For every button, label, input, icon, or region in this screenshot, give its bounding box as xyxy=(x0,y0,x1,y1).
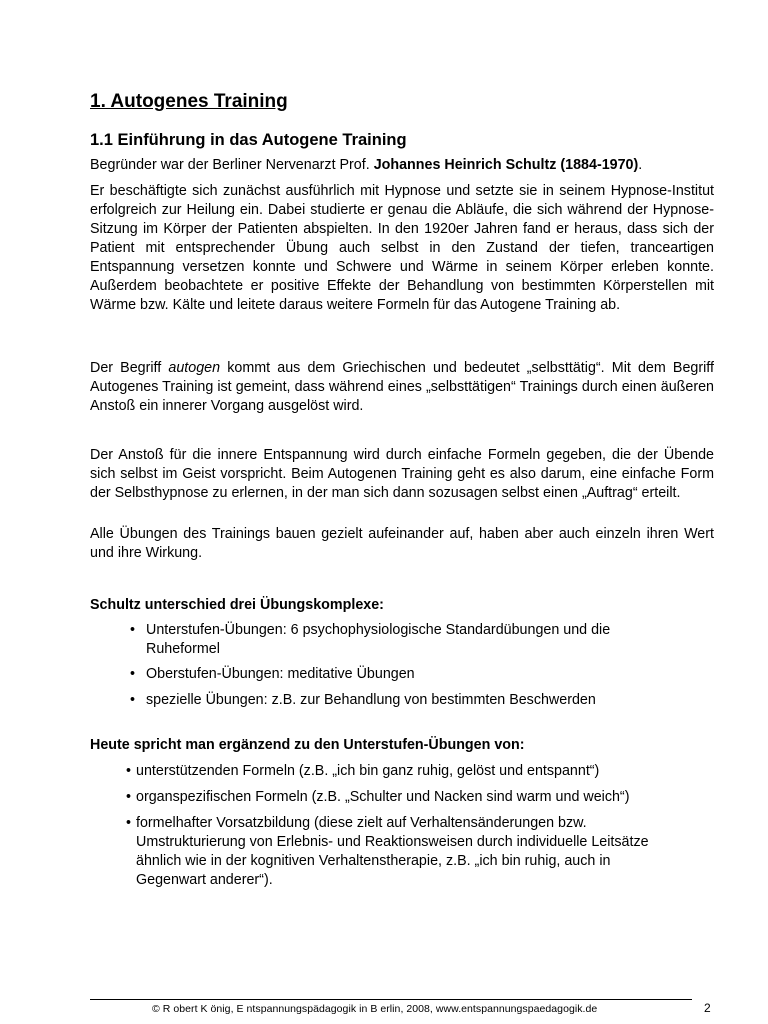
list-item: • spezielle Übungen: z.B. zur Behandlung von bestimmten Beschwerden xyxy=(130,692,596,708)
bullet-icon: • xyxy=(130,666,136,682)
paragraph-history: Er beschäftigte sich zunächst ausführlich mit Hypnose und setzte sie in seinem Hypnose-Institut erfolgreich zur Heilung ein. Dabei studierte er genau die Abläufe, die sich während der Hypnose-Sitzung im Körper der Patienten abspielten. In den 1920er Jahren fand er heraus, dass sich der Patient mit entsprechender Übung auch selbst in den Zustand der tiefen, tranceartigen Entspannung versetzen konnte und Schwere und Wärme in seinem Körper erleben konnte. Außerdem beobachtete er positive Effekte der Behandlung von bestimmten Körperstellen mit Wärme bzw. Kälte und leitete daraus weitere Formeln für das Autogene Training ab. xyxy=(90,183,714,313)
page-number: 2 xyxy=(704,1001,711,1015)
footer-divider xyxy=(90,999,692,1000)
section1-title: Schultz unterschied drei Übungskomplexe: xyxy=(90,597,384,613)
paragraph-term xyxy=(90,359,714,416)
list-item: • Unterstufen-Übungen: 6 psychophysiologische Standardübungen und die Ruheformel xyxy=(130,622,611,657)
list-item: • unterstützenden Formeln (z.B. „ich bin ganz ruhig, gelöst und entspannt“) xyxy=(126,763,600,779)
bullet-icon: • xyxy=(130,692,136,708)
section2-title: Heute spricht man ergänzend zu den Unterstufen-Übungen von: xyxy=(90,737,525,753)
bullet-icon: • xyxy=(126,789,132,805)
term-suffix: kommt aus dem Griechischen und bedeutet „selbsttätig“. Mit dem Begriff Autogenes Training ist gemeint, dass während eines „selbsttätigen“ Trainings durch einen äußeren Anstoß ein innerer Vorgang ausgelöst wird. xyxy=(90,360,714,414)
intro-suffix: . xyxy=(638,157,643,173)
paragraph-exercises: Alle Übungen des Trainings bauen gezielt aufeinander auf, haben aber auch einzeln ihren Wert und ihre Wirkung. xyxy=(90,526,714,561)
paragraph-formulas: Der Anstoß für die innere Entspannung wird durch einfache Formeln gegeben, die der Übende sich selbst im Geist vorspricht. Beim Autogenen Training geht es also darum, eine einfache Form der Selbsthypnose zu erlernen, in der man sich dann sozusagen selbst einen „Auftrag“ erteilt. xyxy=(90,447,714,501)
list-item: • organspezifischen Formeln (z.B. „Schulter und Nacken sind warm und weich“) xyxy=(126,789,630,805)
footer-text: © R obert K önig, E ntspannungspädagogik in B erlin, 2008, www.entspannungspaedagogik.de xyxy=(152,1003,598,1015)
bullet-icon: • xyxy=(126,815,132,831)
term-italic: autogen xyxy=(168,360,221,376)
intro-paragraph xyxy=(90,156,714,175)
list-item: • formelhafter Vorsatzbildung (diese zielt auf Verhaltensänderungen bzw. Umstrukturierung von Erlebnis- und Reaktionsweisen durch individuelle Leitsätze ähnlich wie in der kognitiven Verhaltenstherapie, z.B. „ich bin ruhig, auch in Gegenwart anderer“). xyxy=(126,815,649,888)
list-item: • Oberstufen-Übungen: meditative Übungen xyxy=(130,666,415,682)
founder-name: Johannes Heinrich Schultz (1884-1970) xyxy=(373,157,639,173)
bullet-icon: • xyxy=(126,763,132,779)
term-prefix: Der Begriff xyxy=(90,360,169,376)
intro-prefix: Begründer war der Berliner Nervenarzt Prof. xyxy=(90,157,374,173)
bullet-icon: • xyxy=(130,622,136,638)
section-title: 1.1 Einführung in das Autogene Training xyxy=(90,131,407,149)
page-title: 1. Autogenes Training xyxy=(90,91,288,112)
